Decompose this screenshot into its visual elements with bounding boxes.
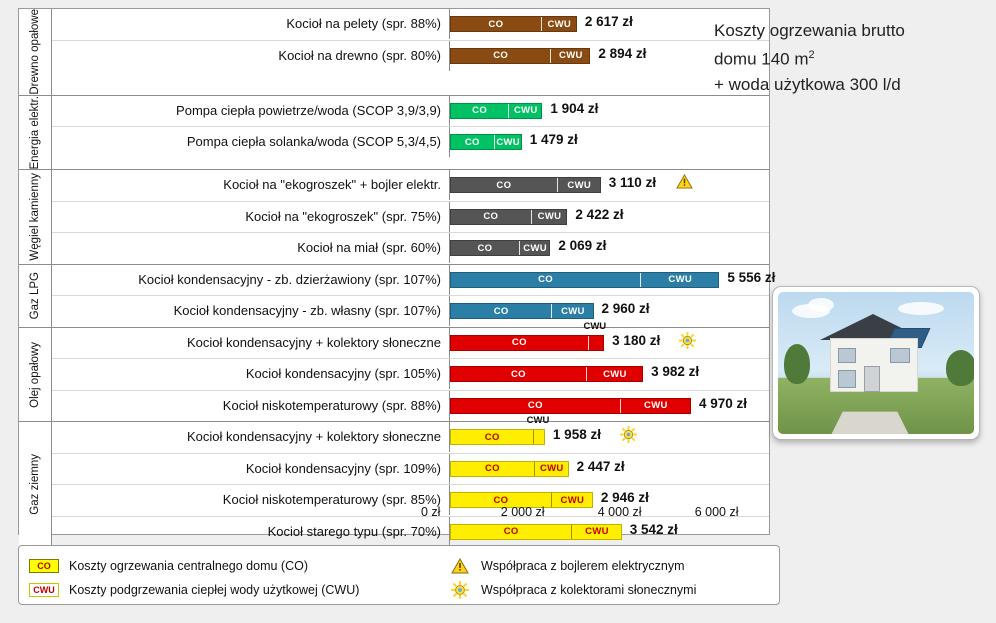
bar-segment-co: CO — [488, 18, 504, 30]
title-line-1: Koszty ogrzewania brutto — [714, 21, 905, 40]
stacked-bar — [450, 177, 601, 193]
door-shape — [864, 366, 880, 392]
sun-icon — [447, 581, 473, 599]
row-label: Kocioł na pelety (spr. 88%) — [52, 9, 450, 39]
bar-segment-cwu: CWU — [567, 179, 592, 191]
stacked-bar — [450, 209, 567, 225]
row-label: Kocioł na "ekogroszek" (spr. 75%) — [52, 202, 450, 232]
bar-segment-co: CO — [485, 463, 500, 475]
bar-segment-co: CO — [493, 494, 509, 506]
bar-value-label: 3 542 zł — [629, 521, 678, 537]
cloud-shape — [808, 298, 834, 312]
chart-row — [52, 96, 769, 128]
bar-segment-co: CO — [511, 337, 527, 349]
chart-title — [714, 18, 994, 97]
chart-row — [52, 265, 776, 297]
chart-group — [19, 320, 769, 423]
row-label: Kocioł niskotemperaturowy (spr. 85%) — [52, 485, 450, 515]
chart-row — [52, 170, 769, 202]
axis-tick-label: 6 000 zł — [694, 505, 739, 519]
group-rows — [52, 96, 769, 171]
axis-tick-label: 4 000 zł — [597, 505, 642, 519]
stacked-bar — [450, 240, 550, 256]
title-line-3: + woda użytkowa 300 l/d — [714, 74, 901, 94]
group-label — [19, 96, 52, 171]
group-label — [19, 170, 52, 265]
group-label — [19, 265, 52, 328]
bar-segment-cwu — [588, 336, 605, 350]
group-label-text: Olej opałowy — [29, 341, 41, 408]
tree-shape — [946, 350, 974, 386]
path-shape — [831, 412, 908, 434]
row-label: Kocioł kondensacyjny + kolektory słoneczne — [52, 422, 450, 452]
group-rows — [52, 415, 769, 547]
bar-zone — [450, 170, 769, 201]
bar-segment-co: CO — [493, 305, 509, 317]
legend-cwu-text: Koszty podgrzewania ciepłej wody użytkowej (CWU) — [69, 583, 360, 597]
bar-value-label: 2 447 zł — [576, 458, 625, 474]
legend — [18, 545, 780, 605]
chart-group — [19, 9, 769, 96]
group-label — [19, 328, 52, 423]
row-label: Kocioł na miał (spr. 60%) — [52, 233, 450, 263]
bar-value-label: 2 617 zł — [584, 14, 633, 29]
bar-value-label: 2 960 zł — [601, 301, 650, 317]
title-line-2-text: domu 140 m — [714, 49, 809, 69]
axis-tick-label: 2 000 zł — [500, 505, 545, 519]
stacked-bar — [450, 398, 691, 414]
chart-group — [19, 170, 769, 265]
group-label-text: Gaz ziemny — [29, 454, 41, 516]
window-shape — [838, 370, 856, 388]
bar-segment-cwu — [533, 430, 546, 444]
bar-segment-co: CO — [483, 211, 499, 223]
house-photo — [772, 286, 980, 440]
bar-value-label: 4 970 zł — [698, 395, 748, 411]
stacked-bar — [450, 303, 594, 319]
chart-group — [19, 96, 769, 171]
stacked-bar — [450, 16, 577, 32]
bar-zone — [450, 127, 769, 158]
bar-segment-co: CO — [472, 105, 488, 117]
solar-badge-icon — [679, 332, 696, 349]
chart-row — [52, 127, 769, 158]
bar-segment-co: CO — [484, 431, 500, 443]
stacked-bar — [450, 103, 542, 119]
chart-row — [52, 233, 769, 264]
bar-value-label: 1 958 zł — [552, 427, 601, 443]
bar-segment-cwu: CWU — [561, 305, 585, 317]
stacked-bar — [450, 429, 545, 445]
stacked-bar — [450, 48, 590, 64]
row-label: Kocioł kondensacyjny - zb. własny (spr. 107%) — [52, 296, 450, 326]
row-label: Kocioł kondensacyjny + kolektory słoneczne — [52, 328, 450, 358]
warning-badge-icon — [676, 174, 693, 191]
bar-segment-co: CO — [477, 242, 493, 254]
chart-row — [52, 9, 769, 41]
bar-segment-cwu: CWU — [496, 136, 520, 148]
cwu-chip: CWU — [29, 583, 59, 597]
legend-item-co — [29, 559, 447, 573]
chart-row — [52, 415, 769, 454]
group-label-text: Gaz LPG — [29, 272, 41, 320]
chart-group — [19, 265, 776, 328]
legend-row-1 — [29, 554, 769, 578]
chart-row — [52, 296, 769, 327]
bar-segment-co: CO — [493, 50, 509, 61]
stacked-bar — [450, 461, 569, 477]
chart-panel — [18, 8, 776, 539]
bar-segment-co: CO — [464, 136, 480, 148]
bar-value-label: 3 110 zł — [608, 175, 657, 191]
bar-value-label: 3 982 zł — [651, 364, 700, 380]
bar-segment-cwu: CWU — [559, 50, 583, 61]
row-label: Pompa ciepła powietrze/woda (SCOP 3,9/3,9) — [52, 96, 450, 126]
solar-badge-icon — [620, 426, 637, 443]
group-label-text: Energia elektr. — [29, 95, 41, 170]
x-axis — [421, 505, 751, 527]
bar-value-label: 2 946 zł — [600, 490, 649, 506]
bar-segment-co: CO — [527, 400, 543, 412]
row-label: Kocioł starego typu (spr. 70%) — [52, 517, 450, 547]
bar-segment-cwu: CWU — [668, 274, 693, 286]
window-shape — [890, 348, 910, 363]
title-line-2-sup: 2 — [808, 49, 815, 61]
stacked-bar — [450, 134, 522, 150]
legend-row-2 — [29, 578, 769, 602]
row-label: Kocioł na drewno (spr. 80%) — [52, 41, 450, 71]
group-label — [19, 422, 52, 547]
bar-zone — [450, 391, 769, 422]
row-label: Kocioł kondensacyjny (spr. 105%) — [52, 359, 450, 389]
bar-segment-co: CO — [503, 526, 519, 538]
cwu-outside-label: CWU — [583, 320, 607, 332]
bar-zone — [450, 265, 776, 296]
bar-zone — [450, 454, 769, 485]
row-label: Kocioł niskotemperaturowy (spr. 88%) — [52, 391, 450, 421]
co-chip: CO — [29, 559, 59, 573]
chart-row — [52, 202, 769, 234]
group-label-text: Drewno opałowe — [29, 9, 41, 95]
bar-segment-cwu: CWU — [560, 494, 585, 506]
row-label: Kocioł kondensacyjny (spr. 109%) — [52, 454, 450, 484]
legend-item-boiler — [447, 558, 685, 574]
warning-icon — [447, 558, 473, 574]
legend-boiler-text: Współpraca z bojlerem elektrycznym — [481, 559, 685, 573]
legend-co-text: Koszty ogrzewania centralnego domu (CO) — [69, 559, 309, 573]
row-label: Kocioł na "ekogroszek" + bojler elektr. — [52, 170, 450, 200]
window-shape — [838, 348, 856, 363]
chart-row — [52, 359, 769, 391]
bar-zone — [450, 96, 769, 127]
bar-segment-cwu: CWU — [603, 368, 627, 380]
house-photo-image — [778, 292, 974, 434]
bar-value-label: 2 069 zł — [558, 238, 607, 254]
bar-segment-co: CO — [538, 274, 553, 286]
legend-item-solar — [447, 581, 696, 599]
bar-zone — [450, 296, 769, 327]
group-label-text: Węgiel kamienny — [29, 173, 41, 261]
bar-segment-co: CO — [496, 179, 512, 191]
title-line-2 — [714, 43, 994, 72]
chart-row — [52, 454, 769, 486]
legend-solar-text: Współpraca z kolektorami słonecznymi — [481, 583, 697, 597]
bar-segment-cwu: CWU — [585, 526, 609, 538]
legend-item-cwu — [29, 583, 447, 597]
bar-segment-cwu: CWU — [644, 400, 668, 412]
bar-value-label: 5 556 zł — [727, 269, 776, 285]
stacked-bar — [450, 272, 719, 288]
bar-segment-cwu: CWU — [547, 18, 572, 30]
cwu-outside-label: CWU — [526, 415, 550, 427]
group-rows — [52, 9, 769, 96]
row-label: Pompa ciepła solanka/woda (SCOP 5,3/4,5) — [52, 127, 450, 157]
group-label — [19, 9, 52, 96]
bar-segment-cwu: CWU — [539, 463, 564, 475]
chart-group — [19, 415, 769, 547]
axis-tick-label: 0 zł — [421, 505, 441, 519]
bar-value-label: 2 894 zł — [598, 45, 647, 61]
bar-zone — [450, 320, 769, 359]
bar-value-label: 2 422 zł — [575, 206, 624, 222]
bar-value-label: 1 904 zł — [550, 100, 599, 116]
tree-shape — [784, 344, 810, 384]
chart-row — [52, 320, 769, 360]
bar-segment-cwu: CWU — [537, 211, 562, 223]
bar-segment-cwu: CWU — [523, 242, 547, 254]
group-rows — [52, 265, 776, 328]
bar-zone — [450, 359, 769, 390]
stacked-bar — [450, 366, 643, 382]
row-label: Kocioł kondensacyjny - zb. dzierżawiony (spr. 107%) — [52, 265, 450, 295]
stacked-bar — [450, 335, 604, 351]
group-rows — [52, 170, 769, 265]
chart-row — [52, 41, 769, 72]
bar-segment-co: CO — [510, 368, 526, 380]
bar-value-label: 3 180 zł — [612, 332, 661, 348]
chart-row — [52, 391, 769, 422]
bar-zone — [450, 415, 769, 453]
bar-value-label: 1 479 zł — [529, 132, 578, 148]
bar-zone — [450, 233, 769, 264]
group-rows — [52, 320, 769, 423]
bar-zone — [450, 202, 769, 233]
chart-groups — [19, 9, 776, 547]
bar-segment-cwu: CWU — [513, 105, 538, 117]
